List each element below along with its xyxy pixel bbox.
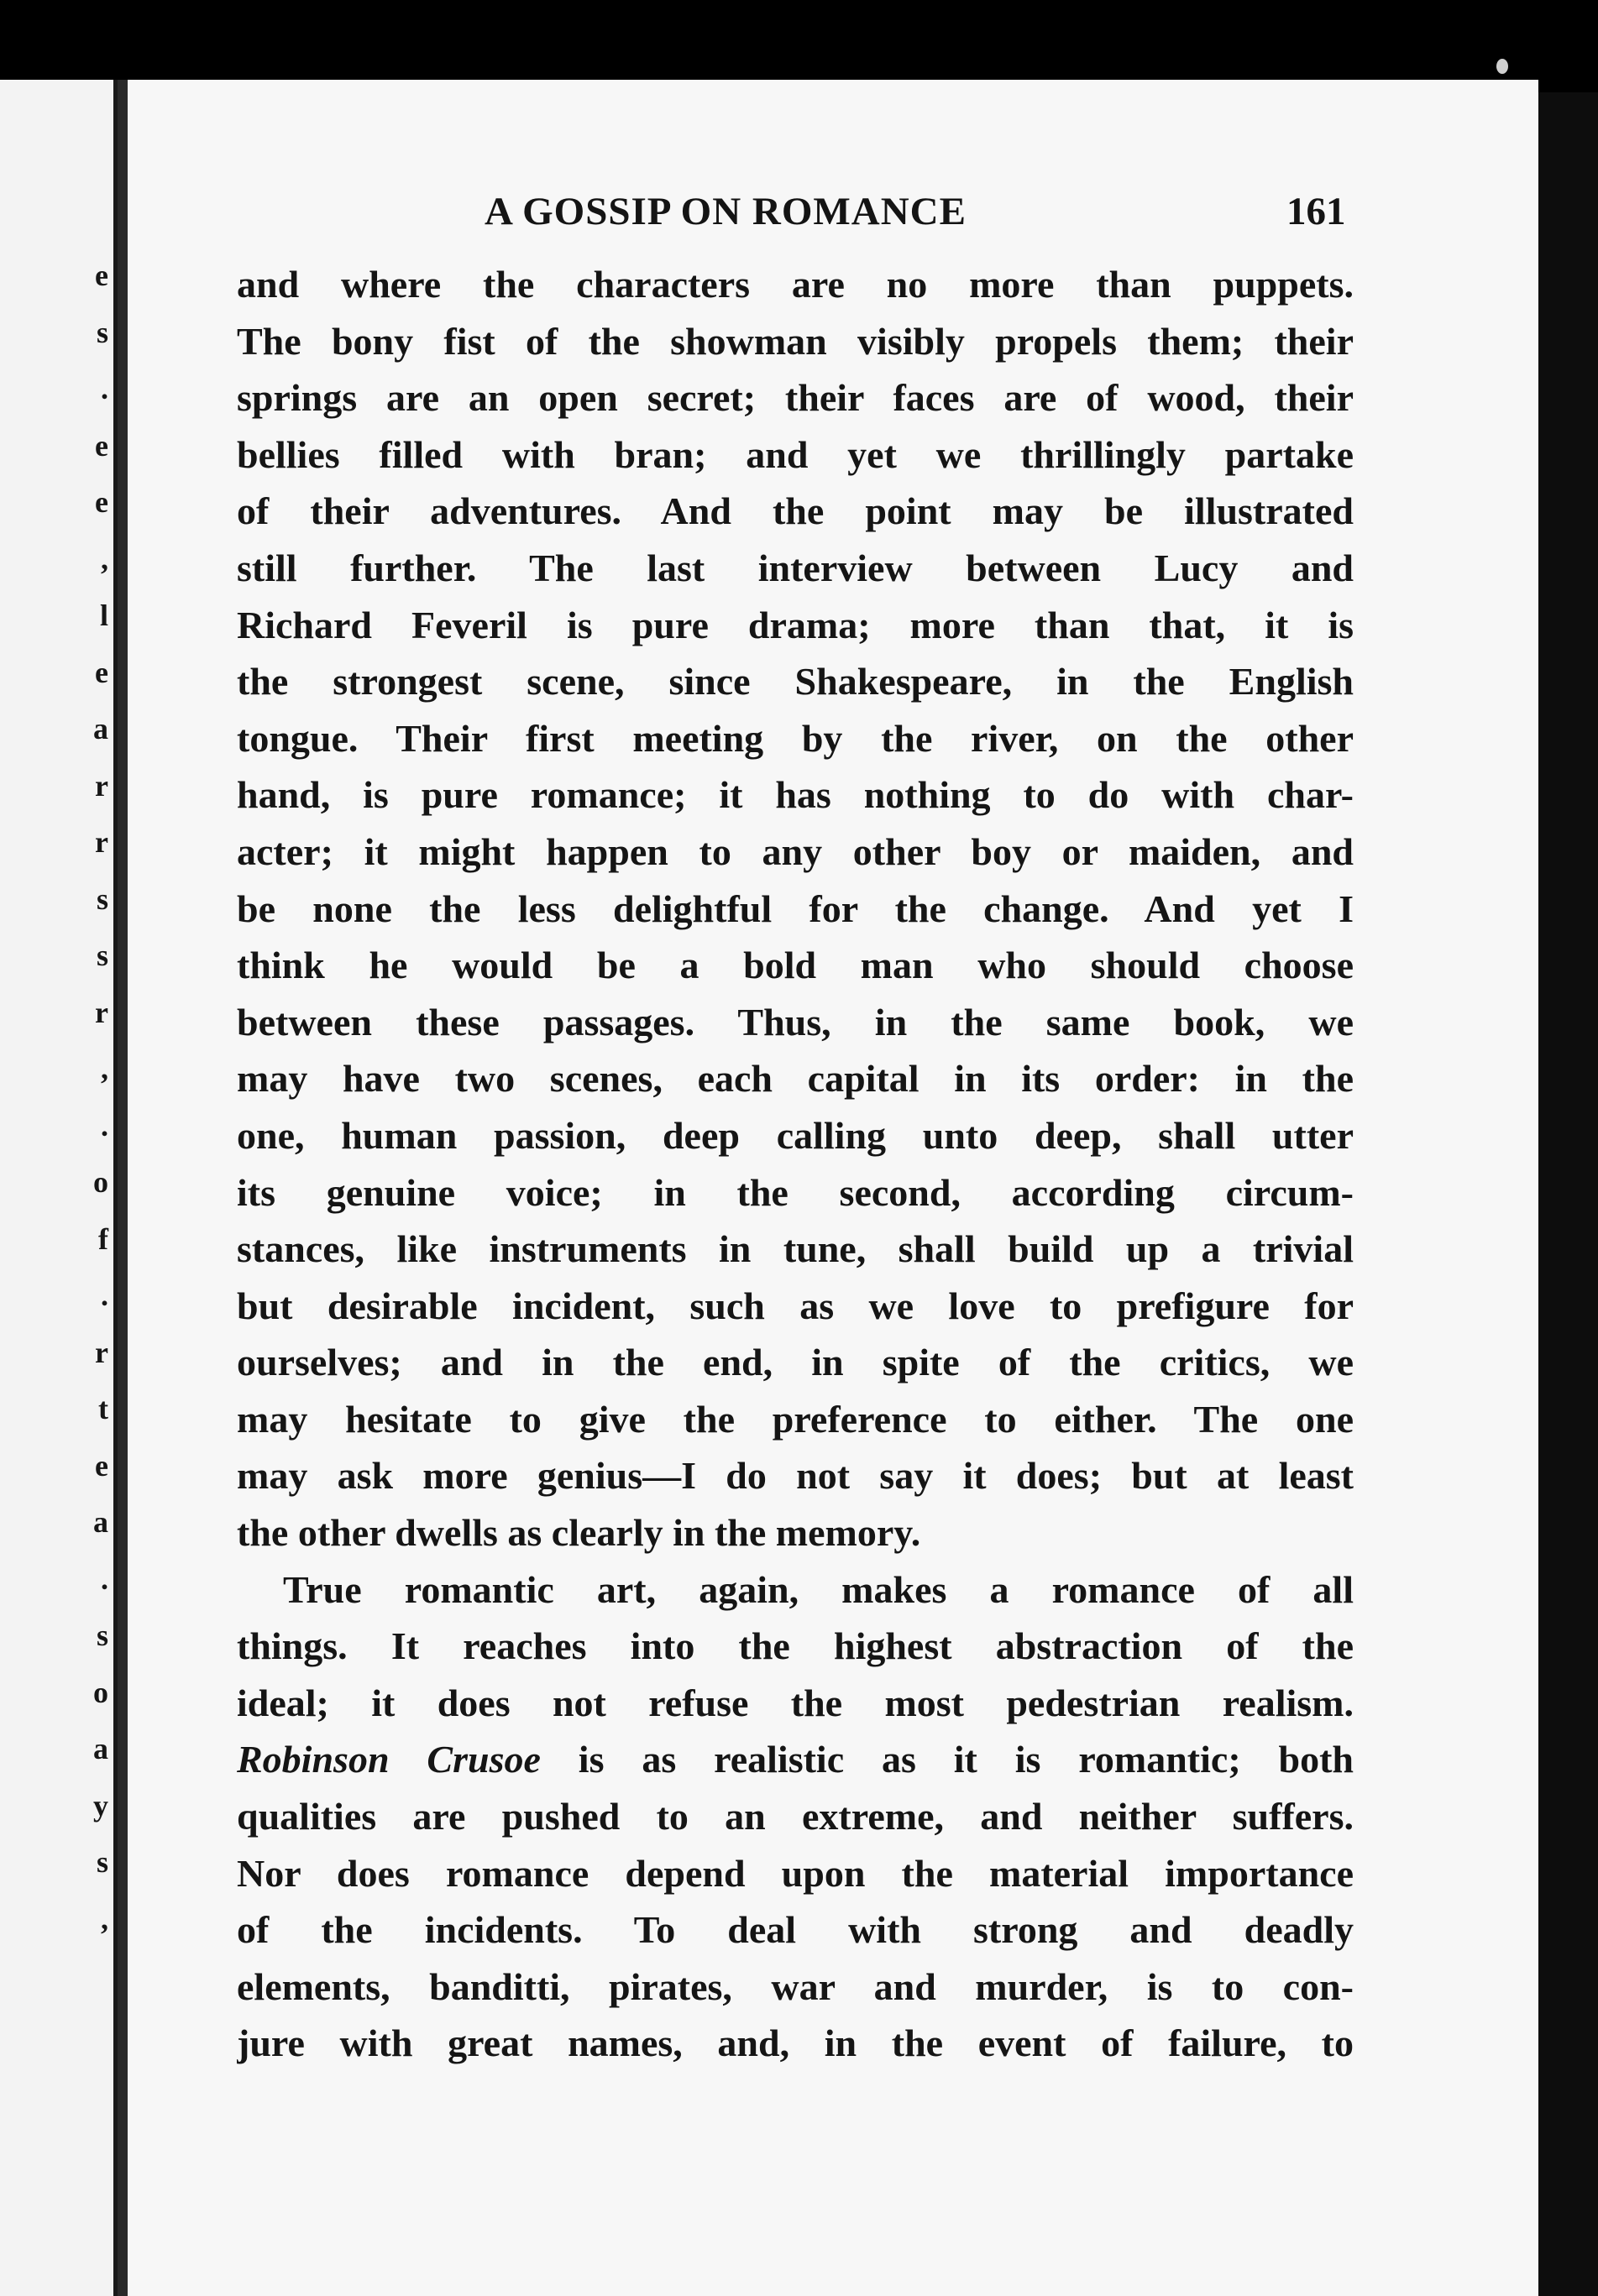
left-page-fragment: r (95, 1335, 108, 1369)
text-line: springs are an open secret; their faces are of wood, their (237, 376, 1354, 420)
left-page-edge (0, 80, 118, 2296)
right-page-edge (1538, 92, 1598, 2296)
left-page-fragment: l (99, 599, 108, 632)
left-page-fragment: , (101, 1901, 108, 1936)
text-line: hand, is pure romance; it has nothing to do with char- (237, 773, 1354, 817)
left-page-fragment: s (96, 939, 108, 972)
text-line: bellies filled with bran; and yet we thrillingly partake (237, 432, 1354, 476)
book-gutter (118, 80, 128, 2296)
left-page-fragment: o (93, 1165, 108, 1199)
left-page-fragment: , (101, 541, 108, 576)
text-line: Richard Feveril is pure drama; more than that, it is (237, 603, 1354, 646)
text-line: one, human passion, deep calling unto deep, shall utter (237, 1113, 1354, 1157)
scan-mark (1496, 59, 1508, 74)
left-page-fragment: . (101, 1108, 108, 1143)
left-page-fragment: e (95, 655, 108, 689)
left-page-fragment: s (96, 1619, 108, 1652)
left-page-fragment: s (96, 315, 108, 349)
text-line: Nor does romance depend upon the material importance (237, 1851, 1354, 1895)
text-line: of their adventures. And the point may be illustrated (237, 489, 1354, 533)
left-page-fragment: e (95, 1448, 108, 1483)
left-page-fragment: f (98, 1221, 108, 1256)
text-line: may ask more genius—I do not say it does; but at least (237, 1454, 1354, 1498)
text-line: things. It reaches into the highest abstraction of the (237, 1624, 1354, 1668)
left-page-fragment: . (101, 372, 108, 405)
text-line: ourselves; and in the end, in spite of the critics, we (237, 1341, 1354, 1384)
text-line: of the incidents. To deal with strong and deadly (237, 1908, 1354, 1952)
text-line: its genuine voice; in the second, according circum- (237, 1170, 1354, 1214)
page-number: 161 (1286, 190, 1346, 233)
running-head (128, 189, 1538, 256)
text-line: may have two scenes, each capital in its order: in the (237, 1057, 1354, 1101)
left-page-fragment: s (96, 881, 108, 916)
text-line: The bony fist of the showman visibly propels them; their (237, 319, 1354, 363)
text-line: qualities are pushed to an extreme, and neither suffers. (237, 1795, 1354, 1838)
left-page-fragment: a (93, 1505, 108, 1539)
text-line-remainder: is as realistic as it is romantic; both (540, 1738, 1354, 1781)
text-line: think he would be a bold man who should choose (237, 944, 1354, 987)
left-page-line-endings (75, 248, 108, 1948)
running-title: A GOSSIP ON ROMANCE (485, 190, 967, 233)
text-line: the strongest scene, since Shakespeare, in the English (237, 660, 1354, 703)
left-page-fragment: o (93, 1675, 108, 1709)
left-page-fragment: r (95, 768, 108, 803)
text-line: the other dwells as clearly in the memory. (237, 1511, 921, 1555)
left-page-fragment: . (101, 1561, 108, 1596)
text-line: jure with great names, and, in the event of failure, to (237, 2021, 1354, 2065)
left-page-fragment: e (95, 259, 108, 292)
text-line: elements, banditti, pirates, war and murder, is to con- (237, 1964, 1354, 2008)
left-page-fragment: a (93, 712, 108, 745)
text-line: True romantic art, again, makes a romance of all (283, 1567, 1354, 1611)
text-line: may hesitate to give the preference to either. The one (237, 1397, 1354, 1441)
text-line: still further. The last interview between Lucy and (237, 546, 1354, 589)
left-page-fragment: e (95, 485, 108, 519)
paragraph-2 (237, 1561, 1354, 2072)
text-line: acter; it might happen to any other boy or maiden, and (237, 829, 1354, 873)
paragraph-1 (237, 256, 1354, 1561)
left-page-fragment: , (101, 1052, 108, 1085)
left-page-fragment: e (95, 428, 108, 463)
text-line (237, 1731, 1354, 1788)
left-page-fragment: t (98, 1392, 108, 1425)
text-line: tongue. Their first meeting by the river, on the other (237, 716, 1354, 760)
text-line: be none the less delightful for the change. And yet I (237, 886, 1354, 930)
left-page-fragment: a (93, 1732, 108, 1765)
text-line: ideal; it does not refuse the most pedestrian realism. (237, 1681, 1354, 1724)
text-line: but desirable incident, such as we love to prefigure for (237, 1284, 1354, 1327)
text-line: and where the characters are no more than puppets. (237, 263, 1354, 306)
left-page-fragment: r (95, 995, 108, 1029)
text-line: between these passages. Thus, in the same book, we (237, 1000, 1354, 1043)
left-page-fragment: y (93, 1788, 108, 1823)
left-page-fragment: r (95, 825, 108, 859)
text-line: stances, like instruments in tune, shall build up a trivial (237, 1227, 1354, 1271)
book-page (128, 80, 1538, 2296)
left-page-fragment: s (96, 1845, 108, 1879)
book-title-italic: Robinson Crusoe (237, 1738, 541, 1781)
left-page-fragment: . (101, 1279, 108, 1312)
body-text (237, 256, 1354, 2072)
